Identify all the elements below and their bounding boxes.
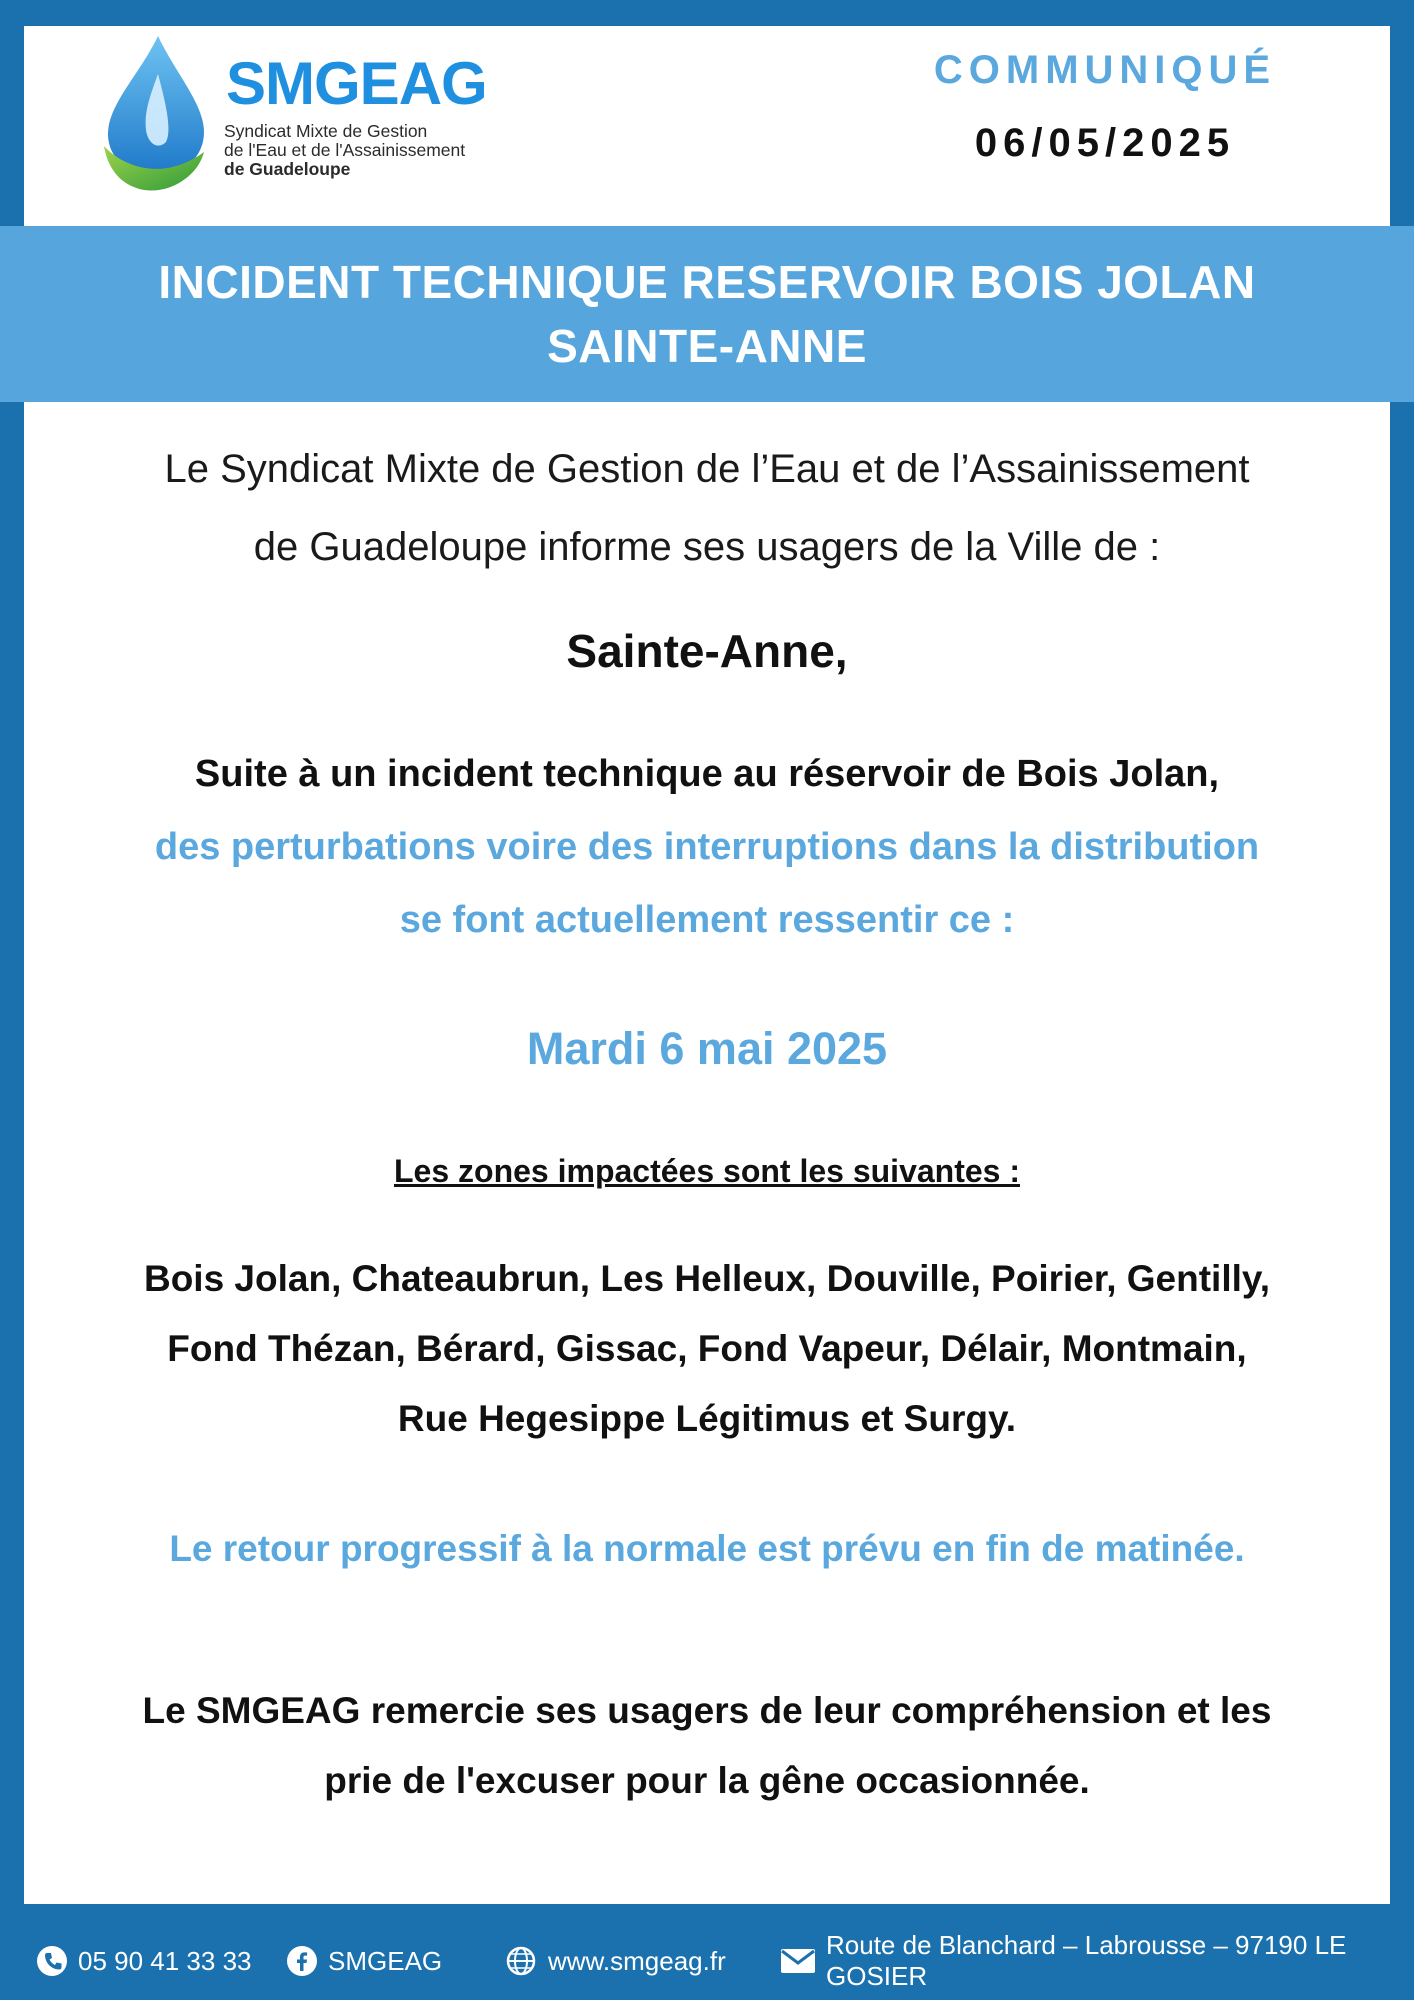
town-name: Sainte-Anne, [566, 625, 848, 677]
water-drop-logo-icon [100, 34, 220, 194]
zones-line: Bois Jolan, Chateaubrun, Les Helleux, Douville, Poirier, Gentilly, [143, 1258, 1271, 1299]
title-banner [0, 226, 1414, 402]
banner-title-line: INCIDENT TECHNIQUE RESERVOIR BOIS JOLAN [158, 256, 1256, 308]
header-info [880, 48, 1330, 166]
incident-line: des perturbations voire des interruptions dans la distribution [154, 826, 1260, 868]
footer-phone-text: 05 90 41 33 33 [78, 1945, 252, 1976]
footer-address [780, 1930, 1414, 1991]
zones-heading [30, 1146, 1384, 1196]
communique-date: 06/05/2025 [974, 121, 1236, 165]
incident-line: Suite à un incident technique au réservoir de Bois Jolan, [194, 753, 1220, 795]
logo-subtitle-line: de Guadeloupe [224, 159, 351, 179]
intro-line: Le Syndicat Mixte de Gestion de l’Eau et de l’Assainissement [164, 447, 1250, 491]
zones-list [30, 1244, 1384, 1454]
thanks-line: prie de l'excuser pour la gêne occasionnée. [324, 1760, 1090, 1801]
footer-address-text: Route de Blanchard – Labrousse – 97190 LE GOSIER [826, 1930, 1347, 1991]
incident-line: se font actuellement ressentir ce : [399, 899, 1015, 941]
communique-label: COMMUNIQUÉ [933, 48, 1277, 92]
zones-line: Rue Hegesippe Légitimus et Surgy. [397, 1398, 1017, 1439]
return-to-normal-notice: Le retour progressif à la normale est prévu en fin de matinée. [169, 1528, 1245, 1569]
footer-website[interactable] [504, 1936, 726, 1986]
globe-icon [504, 1944, 538, 1978]
phone-icon [36, 1945, 68, 1977]
footer-website-text: www.smgeag.fr [548, 1945, 726, 1976]
footer-phone[interactable] [36, 1936, 252, 1986]
thanks-line: Le SMGEAG remercie ses usagers de leur compréhension et les [142, 1690, 1272, 1731]
zones-line: Fond Thézan, Bérard, Gissac, Fond Vapeur, Délair, Montmain, [167, 1328, 1247, 1369]
banner-title-line: SAINTE-ANNE [547, 320, 867, 372]
incident-day: Mardi 6 mai 2025 [526, 1023, 888, 1074]
logo-subtitle-line: de l'Eau et de l'Assainissement [224, 140, 466, 160]
incident-paragraph [30, 738, 1384, 957]
footer-facebook-text: SMGEAG [328, 1945, 443, 1976]
logo-subtitle-line: Syndicat Mixte de Gestion [224, 121, 428, 141]
facebook-icon [286, 1945, 318, 1977]
zones-heading-text: Les zones impactées sont les suivantes : [393, 1153, 1020, 1189]
intro-paragraph [30, 430, 1384, 586]
footer-contacts [0, 1930, 1414, 1991]
footer-facebook[interactable] [286, 1936, 442, 1986]
thanks-paragraph [30, 1676, 1384, 1816]
logo-title: SMGEAG [226, 50, 487, 117]
intro-line: de Guadeloupe informe ses usagers de la Ville de : [253, 525, 1161, 569]
smgeag-logo [100, 34, 520, 194]
envelope-icon [780, 1947, 816, 1975]
logo-subtitle [224, 122, 524, 179]
